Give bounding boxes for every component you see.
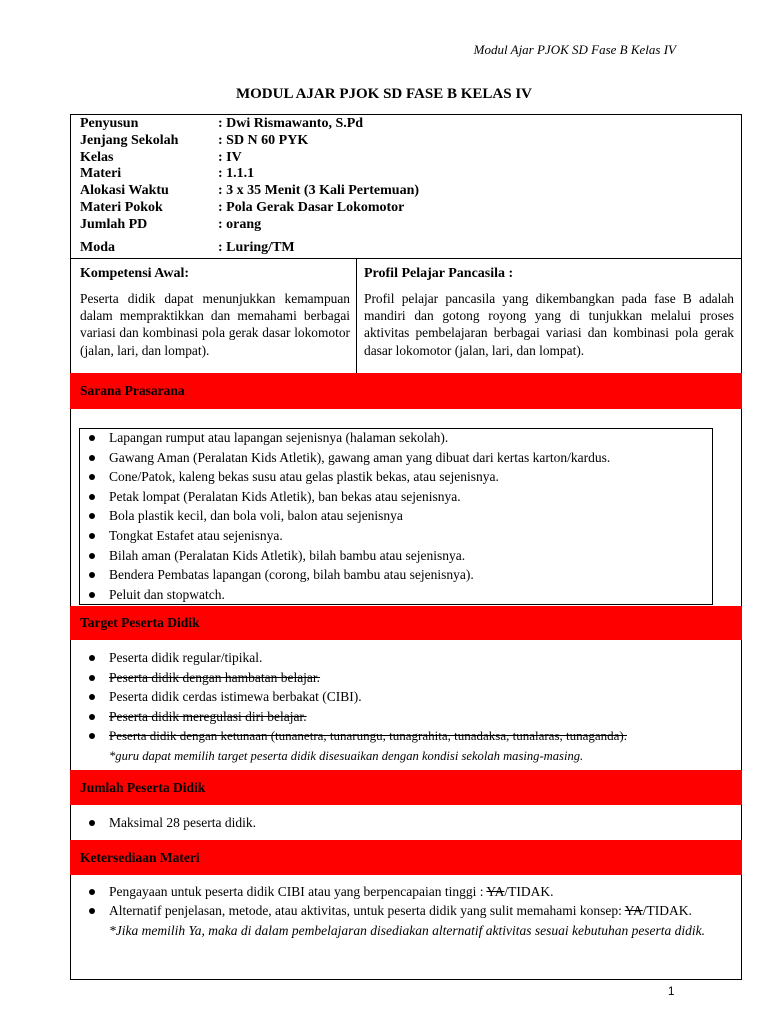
jumlah-heading: Jumlah Peserta Didik	[80, 779, 206, 795]
identity-label: Moda	[80, 239, 115, 255]
identity-label: Penyusun	[80, 116, 139, 131]
profil-text: Profil pelajar pancasila yang dikembangkan pada fase B adalah mandiri dan gotong royong yang di tunjukkan melalui proses aktivitas pembelajaran berbagai variasi dan kombinasi pola gerak dasar lokomotor (jalan, lari, dan lompat).	[364, 291, 734, 358]
identity-label: Jenjang Sekolah	[80, 132, 179, 148]
target-list	[86, 648, 736, 767]
identity-label: Jumlah PD	[80, 216, 148, 232]
bullet-icon	[89, 494, 95, 500]
bullet-icon	[89, 908, 95, 914]
list-item: Tongkat Estafet atau sejenisnya.	[86, 526, 706, 546]
list-item: Peluit dan stopwatch.	[86, 585, 706, 605]
bullet-icon	[89, 714, 95, 720]
identity-label: Alokasi Waktu	[80, 183, 169, 199]
ketersediaan-heading: Ketersediaan Materi	[80, 849, 200, 865]
ketersediaan-list	[86, 882, 734, 940]
identity-row	[80, 133, 419, 150]
profil-heading: Profil Pelajar Pancasila :	[364, 266, 514, 281]
sarana-list	[86, 428, 706, 604]
list-item: Pengayaan untuk peserta didik CIBI atau yang berpencapaian tinggi : YA/TIDAK.	[86, 882, 734, 901]
identity-value: : 3 x 35 Menit (3 Kali Pertemuan)	[218, 183, 420, 199]
running-header: Modul Ajar PJOK SD Fase B Kelas IV	[473, 42, 676, 57]
ketersediaan-section-header	[70, 840, 742, 875]
identity-table	[80, 116, 419, 256]
identity-value: : SD N 60 PYK	[218, 132, 309, 148]
note-item	[86, 746, 736, 767]
list-item: Cone/Patok, kaleng bekas susu atau gelas plastik bekas, atau sejenisnya.	[86, 467, 706, 487]
identity-row	[80, 183, 419, 200]
list-item: Maksimal 28 peserta didik.	[86, 813, 736, 833]
identity-value: : Luring/TM	[218, 239, 295, 255]
bullet-icon	[89, 592, 95, 598]
list-item: Lapangan rumput atau lapangan sejenisnya (halaman sekolah).	[86, 428, 706, 448]
list-item: Peserta didik meregulasi diri belajar.	[86, 707, 736, 727]
identity-row	[80, 240, 419, 257]
bullet-icon	[89, 474, 95, 480]
identity-row	[80, 116, 419, 133]
bullet-icon	[89, 435, 95, 441]
column-divider	[356, 258, 357, 374]
identity-row	[80, 166, 419, 183]
kompetensi-heading: Kompetensi Awal:	[80, 266, 190, 281]
identity-value: : Dwi Rismawanto, S.Pd	[218, 116, 364, 131]
identity-label: Kelas	[80, 149, 114, 165]
list-item: Gawang Aman (Peralatan Kids Atletik), gawang aman yang dibuat dari kertas karton/kardus.	[86, 448, 706, 468]
bullet-icon	[89, 455, 95, 461]
identity-row	[80, 217, 419, 234]
identity-row	[80, 150, 419, 167]
target-heading: Target Peserta Didik	[80, 615, 200, 630]
bullet-icon	[89, 655, 95, 661]
bullet-icon	[89, 694, 95, 700]
page-number: 1	[668, 986, 675, 998]
bullet-icon	[89, 675, 95, 681]
bullet-icon	[89, 820, 95, 826]
jumlah-list	[86, 813, 736, 833]
identity-label: Materi Pokok	[80, 199, 163, 215]
list-item: Peserta didik cerdas istimewa berbakat (CIBI).	[86, 687, 736, 707]
target-section-header	[70, 606, 742, 640]
identity-value: : Pola Gerak Dasar Lokomotor	[218, 199, 405, 215]
sarana-section-header	[70, 373, 742, 409]
bullet-icon	[89, 889, 95, 895]
list-item: Peserta didik dengan ketunaan (tunanetra, tunarungu, tunagrahita, tunadaksa, tunalaras, tunaganda).	[86, 726, 736, 746]
list-item: Peserta didik dengan hambatan belajar.	[86, 668, 736, 688]
bullet-icon	[89, 572, 95, 578]
bullet-icon	[89, 513, 95, 519]
identity-value: : 1.1.1	[218, 166, 255, 182]
list-item: Bendera Pembatas lapangan (corong, bilah bambu atau sejenisnya).	[86, 565, 706, 585]
list-item: Alternatif penjelasan, metode, atau aktivitas, untuk peserta didik yang sulit memahami konsep: YA/TIDAK. *Jika memilih Ya, maka di dalam pembelajaran disediakan alternatif aktivitas sesuai kebutuhan peserta didik.	[86, 901, 734, 940]
list-item: Petak lompat (Peralatan Kids Atletik), ban bekas atau sejenisnya.	[86, 487, 706, 507]
identity-label: Materi	[80, 166, 122, 182]
list-item: Bola plastik kecil, dan bola voli, balon atau sejenisnya	[86, 506, 706, 526]
kompetensi-text: Peserta didik dapat menunjukkan kemampuan dalam mempraktikkan dan memahami berbagai variasi dan kombinasi pola gerak dasar lokomotor (jalan, lari, dan lompat).	[80, 291, 350, 358]
bullet-icon	[89, 553, 95, 559]
list-item: Peserta didik regular/tipikal.	[86, 648, 736, 668]
list-item: Bilah aman (Peralatan Kids Atletik), bilah bambu atau sejenisnya.	[86, 546, 706, 566]
bullet-icon	[89, 533, 95, 539]
identity-value: : IV	[218, 149, 242, 165]
jumlah-section-header	[70, 770, 742, 805]
sarana-heading: Sarana Prasarana	[80, 383, 185, 398]
bullet-icon	[89, 733, 95, 739]
divider	[70, 258, 742, 259]
identity-row	[80, 200, 419, 217]
ketersediaan-note: *Jika memilih Ya, maka di dalam pembelajaran disediakan alternatif aktivitas sesuai kebutuhan peserta didik.	[109, 922, 706, 938]
identity-value: : orang	[218, 216, 262, 232]
document-title: MODUL AJAR PJOK SD FASE B KELAS IV	[235, 86, 532, 102]
target-note: *guru dapat memilih target peserta didik disesuaikan dengan kondisi sekolah masing-masing.	[109, 748, 584, 763]
